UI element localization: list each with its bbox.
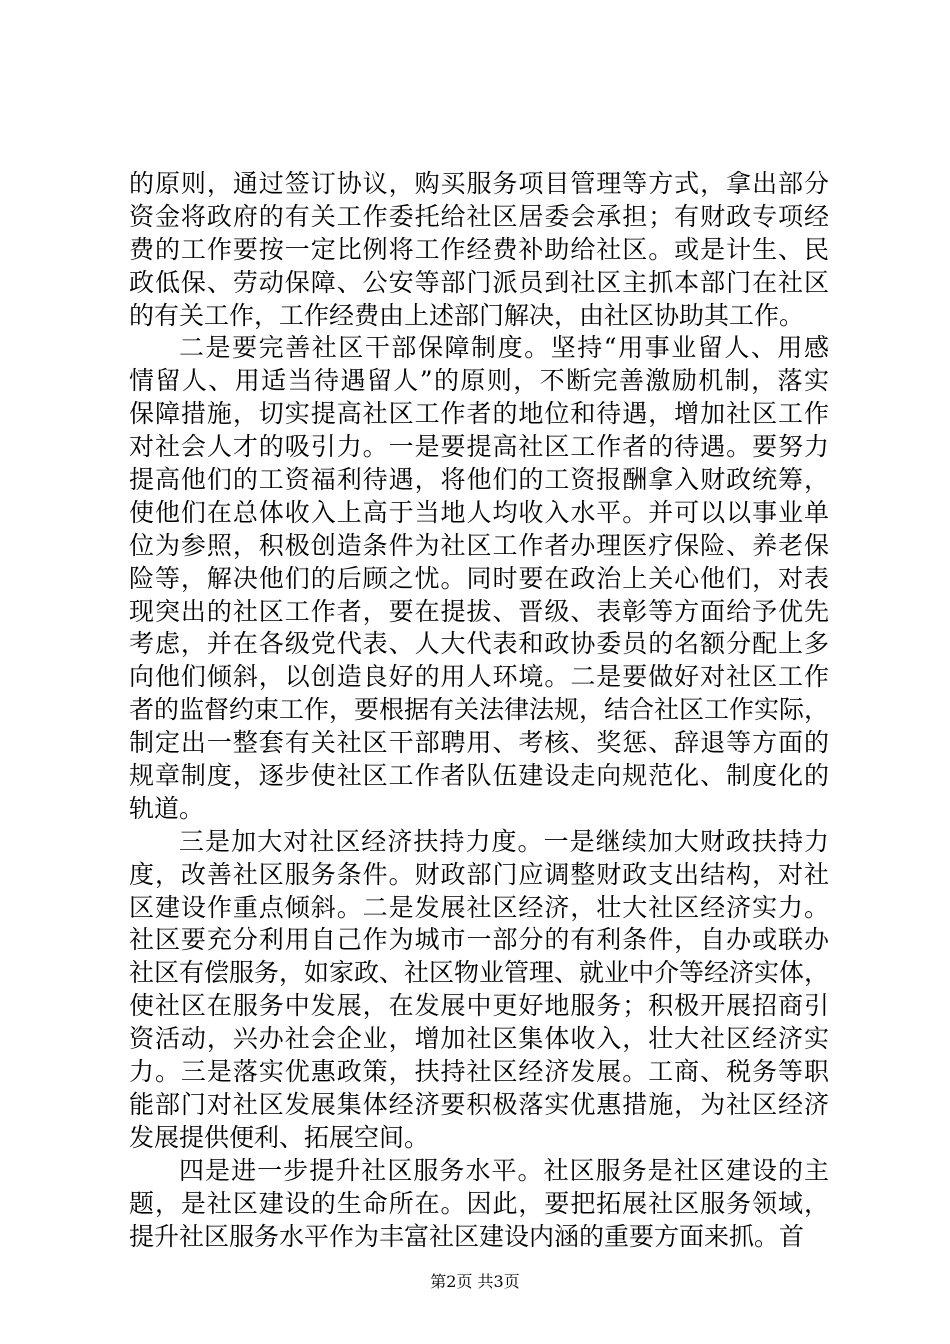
text-line: 对社会人才的吸引力。一是要提高社区工作者的待遇。要努力 — [129, 432, 829, 462]
text-line: 发展提供便利、拓展空间。 — [129, 1122, 430, 1152]
text-line: 使他们在总体收入上高于当地人均收入水平。并可以以事业单 — [129, 497, 829, 527]
text-line: 保障措施，切实提高社区工作者的地位和待遇，增加社区工作 — [129, 399, 829, 429]
text-line: 社区有偿服务，如家政、社区物业管理、就业中介等经济实体， — [129, 958, 830, 988]
text-line: 资活动，兴办社会企业，增加社区集体收入，壮大社区经济实 — [129, 1024, 829, 1054]
text-line: 题，是社区建设的生命所在。因此，要把拓展社区服务领域， — [129, 1188, 829, 1218]
text-line: 提升社区服务水平作为丰富社区建设内涵的重要方面来抓。首 — [129, 1221, 805, 1251]
text-line: 费的工作要按一定比例将工作经费补助给社区。或是计生、民 — [129, 234, 829, 264]
text-line: 三是加大对社区经济扶持力度。一是继续加大财政扶持力 — [179, 826, 829, 856]
text-line: 能部门对社区发展集体经济要积极落实优惠措施，为社区经济 — [129, 1089, 829, 1119]
text-line: 现突出的社区工作者，要在提拔、晋级、表彰等方面给予优先 — [129, 596, 829, 626]
text-line: 资金将政府的有关工作委托给社区居委会承担；有财政专项经 — [129, 201, 829, 231]
text-line: 位为参照，积极创造条件为社区工作者办理医疗保险、养老保 — [129, 530, 829, 560]
text-line: 制定出一整套有关社区干部聘用、考核、奖惩、辞退等方面的 — [129, 728, 829, 758]
paragraph — [129, 826, 829, 1155]
text-line: 四是进一步提升社区服务水平。社区服务是社区建设的主 — [179, 1155, 829, 1185]
text-line: 度，改善社区服务条件。财政部门应调整财政支出结构，对社 — [129, 859, 829, 889]
paragraph — [129, 168, 829, 332]
paragraph — [129, 332, 829, 825]
text-line: 规章制度，逐步使社区工作者队伍建设走向规范化、制度化的 — [129, 761, 829, 791]
paragraph — [129, 1155, 829, 1254]
text-line: 的有关工作，工作经费由上述部门解决，由社区协助其工作。 — [129, 300, 805, 330]
text-line: 者的监督约束工作，要根据有关法律法规，结合社区工作实际， — [129, 695, 830, 725]
text-line: 的原则，通过签订协议，购买服务项目管理等方式，拿出部分 — [129, 169, 829, 198]
text-line: 二是要完善社区干部保障制度。坚持“用事业留人、用感 — [179, 333, 829, 363]
text-line: 使社区在服务中发展，在发展中更好地服务；积极开展招商引 — [129, 991, 829, 1021]
text-line: 提高他们的工资福利待遇，将他们的工资报酬拿入财政统筹， — [129, 465, 829, 495]
text-line: 向他们倾斜，以创造良好的用人环境。二是要做好对社区工作 — [129, 662, 829, 692]
text-line: 区建设作重点倾斜。二是发展社区经济，壮大社区经济实力。 — [129, 892, 829, 922]
document-body — [129, 168, 829, 1253]
text-line: 社区要充分利用自己作为城市一部分的有利条件，自办或联办 — [129, 925, 829, 955]
text-line: 力。三是落实优惠政策，扶持社区经济发展。工商、税务等职 — [129, 1057, 829, 1087]
text-line: 情留人、用适当待遇留人”的原则，不断完善激励机制，落实 — [129, 366, 829, 396]
page-footer: 第2页 共3页 — [430, 1272, 520, 1291]
text-line: 轨道。 — [129, 793, 205, 823]
text-line: 险等，解决他们的后顾之忧。同时要在政治上关心他们，对表 — [129, 563, 829, 593]
text-line: 考虑，并在各级党代表、人大代表和政协委员的名额分配上多 — [129, 629, 829, 659]
text-line: 政低保、劳动保障、公安等部门派员到社区主抓本部门在社区 — [129, 267, 829, 297]
